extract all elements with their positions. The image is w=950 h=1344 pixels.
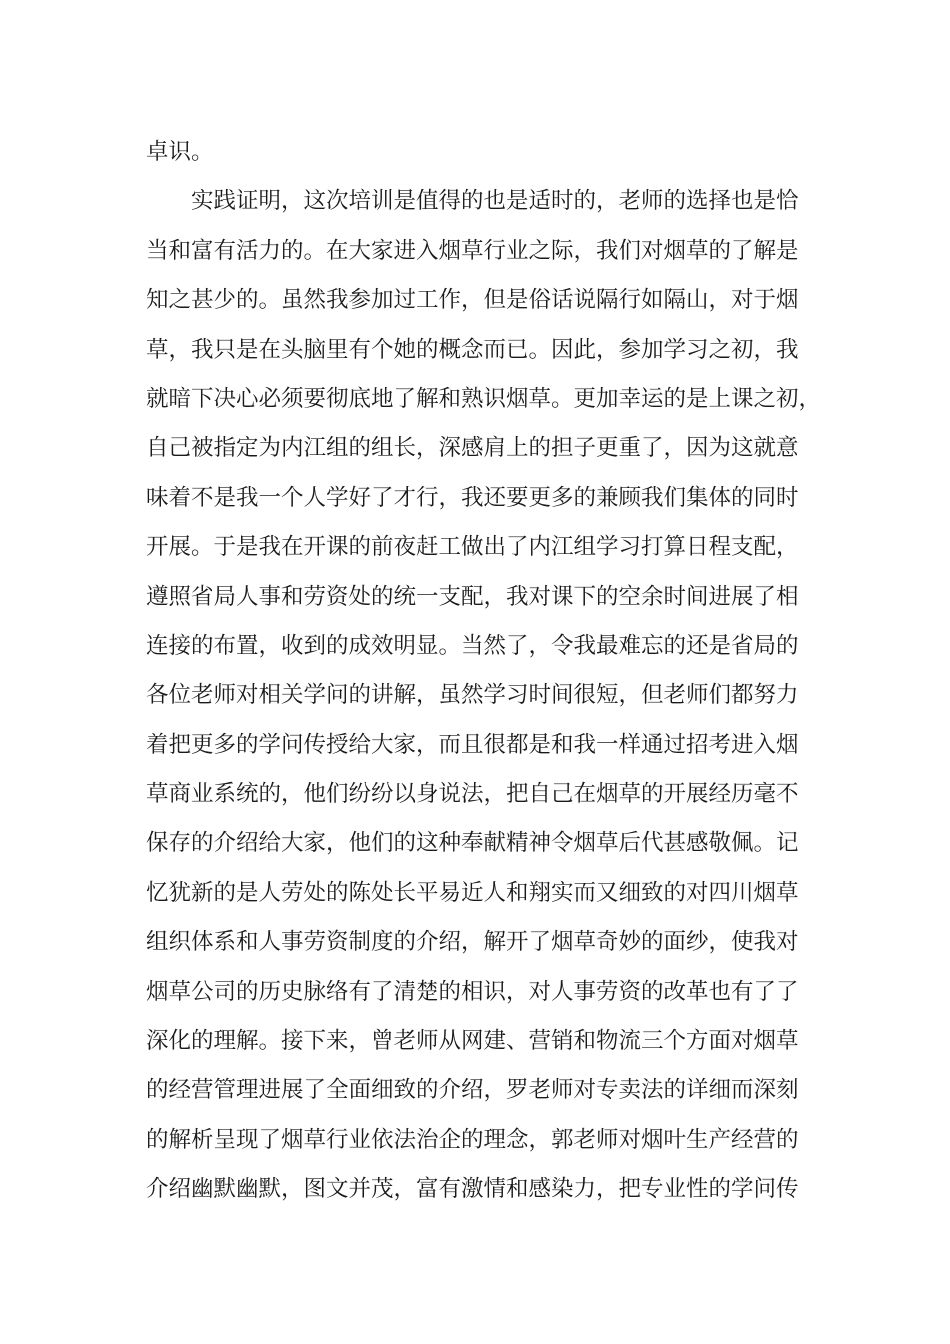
text-line-4: 知之甚少的。虽然我参加过工作，但是俗话说隔行如隔山，对于烟 [146,287,799,314]
text-line-3: 当和富有活力的。在大家进入烟草行业之际，我们对烟草的了解是 [146,237,799,264]
text-line-7: 自己被指定为内江组的组长，深感肩上的担子更重了，因为这就意 [146,435,799,462]
text-line-18: 烟草公司的历史脉络有了清楚的相识，对人事劳资的改革也有了了 [146,978,799,1005]
text-line-8: 味着不是我一个人学好了才行，我还要更多的兼顾我们集体的同时 [146,484,799,511]
text-line-19: 深化的理解。接下来，曾老师从网建、营销和物流三个方面对烟草 [146,1028,799,1055]
text-line-15: 保存的介绍给大家，他们的这种奉献精神令烟草后代甚感敬佩。记 [146,830,799,857]
text-line-5: 草，我只是在头脑里有个她的概念而已。因此，参加学习之初，我 [146,336,799,363]
text-line-20: 的经营管理进展了全面细致的介绍，罗老师对专卖法的详细而深刻 [146,1077,799,1104]
body-text [146,128,836,1215]
text-line-16: 忆犹新的是人劳处的陈处长平易近人和翔实而又细致的对四川烟草 [146,879,799,906]
text-line-1: 卓识。 [146,139,214,165]
text-line-21: 的解析呈现了烟草行业依法治企的理念，郭老师对烟叶生产经营的 [146,1126,799,1153]
text-line-10: 遵照省局人事和劳资处的统一支配，我对课下的空余时间进展了相 [146,583,799,610]
text-line-13: 着把更多的学问传授给大家，而且很都是和我一样通过招考进入烟 [146,731,799,758]
paragraph-first-line: 实践证明，这次培训是值得的也是适时的，老师的选择也是恰 [191,188,799,215]
text-line-6: 就暗下决心必须要彻底地了解和熟识烟草。更加幸运的是上课之初， [146,385,822,412]
text-line-14: 草商业系统的，他们纷纷以身说法，把自己在烟草的开展经历毫不 [146,781,799,808]
text-line-17: 组织体系和人事劳资制度的介绍，解开了烟草奇妙的面纱，使我对 [146,929,799,956]
text-line-22: 介绍幽默幽默，图文并茂，富有激情和感染力，把专业性的学问传 [146,1176,799,1203]
text-line-12: 各位老师对相关学问的讲解，虽然学习时间很短，但老师们都努力 [146,682,799,709]
text-line-11: 连接的布置，收到的成效明显。当然了，令我最难忘的还是省局的 [146,632,799,659]
text-line-9: 开展。于是我在开课的前夜赶工做出了内江组学习打算日程支配， [146,534,799,561]
